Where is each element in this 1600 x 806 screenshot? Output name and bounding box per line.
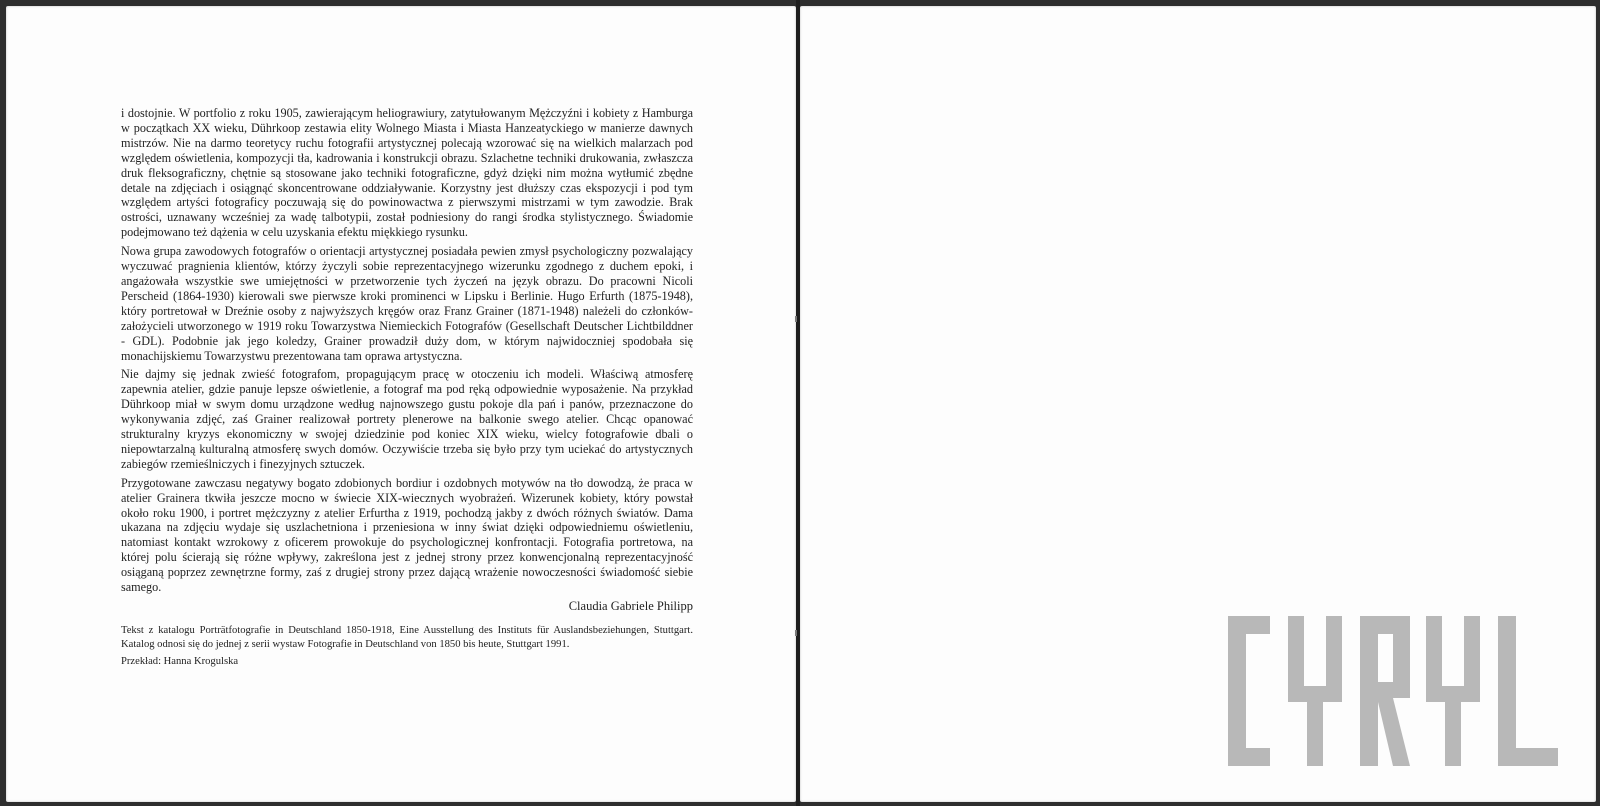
- article-text: [121, 106, 693, 669]
- cyryl-logo-graphic: [1228, 616, 1558, 766]
- cyryl-logo: [1228, 616, 1558, 766]
- gutter-mark: [795, 630, 797, 636]
- paragraph: i dostojnie. W portfolio z roku 1905, zawierającym heliograwiury, zatytułowanym Mężczyźni i kobiety z Hamburga w początkach XX wieku, Dührkoop zestawia elity Wolnego Miasta i Miasta Hanzeatyckiego w manierze dawnych mistrzów. Nie na darmo teoretycy ruchu fotografii artystycznej polecają wzorować się na wielkich malarzach pod względem oświetlenia, kompozycji tła, kadrowania i konstrukcji obrazu. Szlachetne techniki drukowania, zwłaszcza druk fleksograficzny, chętnie są stosowane jako techniki fotograficzne, gdyż dzięki nim można wytłumić zbędne detale na zdjęciach i osiągnąć skoncentrowane oddziaływanie. Korzystny jest dłuższy czas ekspozycji i pod tym względem artyści fotograficy poczuwają się do powinowactwa z pierwszymi mistrzami w tym zawodzie. Brak ostrości, uznawany wcześniej za wadę talbotypii, został podniesiony do rangi środka stylistycznego. Świadomie podejmowano też dążenia w celu uzyskania efektu miękkiego rysunku.: [121, 106, 693, 240]
- logo-letters: [1228, 616, 1558, 766]
- source-note: Tekst z katalogu Porträtfotografie in Deutschland 1850-1918, Eine Ausstellung des Instituts für Auslandsbeziehungen, Stuttgart. Katalog odnosi się do jednej z serii wystaw Fotografie in Deutschland von 1850 bis heute, Stuttgart 1991.: [121, 624, 693, 650]
- paragraph: Nie dajmy się jednak zwieść fotografom, propagującym pracę w otoczeniu ich modeli. Właściwą atmosferę zapewnia atelier, gdzie panuje lepsze oświetlenie, a fotograf ma pod ręką odpowiednie wyposażenie. Na przykład Dührkoop miał w swym domu urządzone według najnowszego gustu pokoje dla pań i panów, przeznaczone do wykonywania zdjęć, zaś Grainer realizował portrety plenerowe na balkonie swego atelier. Chcąc opanować strukturalny kryzys ekonomiczny w swojej dziedzinie pod koniec XIX wieku, wielcy fotografowie dbali o niepowtarzalną kulturalną atmosferę swych domów. Oczywiście trzeba się było przy tym uciekać do artystycznych zabiegów rzemieślniczych i finezyjnych sztuczek.: [121, 367, 693, 471]
- gutter-mark: [795, 316, 797, 322]
- left-page: [6, 6, 796, 802]
- author-signature: Claudia Gabriele Philipp: [568, 599, 693, 613]
- paragraph: Przygotowane zawczasu negatywy bogato zdobionych bordiur i ozdobnych motywów na tło dowodzą, że praca w atelier Grainera tkwiła jeszcze mocno w świecie XIX-wiecznych wyobrażeń. Wizerunek kobiety, który powstał około roku 1900, i portret mężczyzny z atelier Erfurtha z 1919, pochodzą jakby z dwóch różnych światów. Dama ukazana na zdjęciu wydaje się uszlachetniona i przeniesiona w inny świat dzięki odpowiedniemu oświetleniu, natomiast kontakt wzrokowy z oficerem prowokuje do psychologicznej konfrontacji. Fotografia portretowa, na której polu ścierają się różne wpływy, zakreślona jest z jednej strony przez konwencjonalną reprezentacyjność osiąganą poprzez zewnętrzne formy, zaś z drugiej strony przez dającą wrażenie nowoczesności świadomość siebie samego.: [121, 475, 693, 595]
- paragraph: Nowa grupa zawodowych fotografów o orientacji artystycznej posiadała pewien zmysł psychologiczny pozwalający wyczuwać pragnienia klientów, którzy życzyli sobie reprezentacyjnego wizerunku zgodnego z duchem epoki, i angażowała wszystkie swe umiejętności w przetworzenie tych życzeń na język obrazu. Do pracowni Nicoli Perscheid (1864-1930) kierowali swe pierwsze kroki prominenci w Lipsku i Berlinie. Hugo Erfurth (1875-1948), który portretował w Dreźnie osoby z najwyższych kręgów oraz Franz Grainer (1871-1948) należeli do członków-założycieli utworzonego w 1919 roku Towarzystwa Niemieckich Fotografów (Gesellschaft Deutscher Lichtbilddner - GDL). Podobnie jak jego koledzy, Grainer prowadził duży dom, w którym najwidoczniej spodobała się monachijskiemu Towarzystwu prezentowana tam oprawa artystyczna.: [121, 244, 693, 363]
- translator-credit: Przekład: Hanna Krogulska: [121, 656, 239, 668]
